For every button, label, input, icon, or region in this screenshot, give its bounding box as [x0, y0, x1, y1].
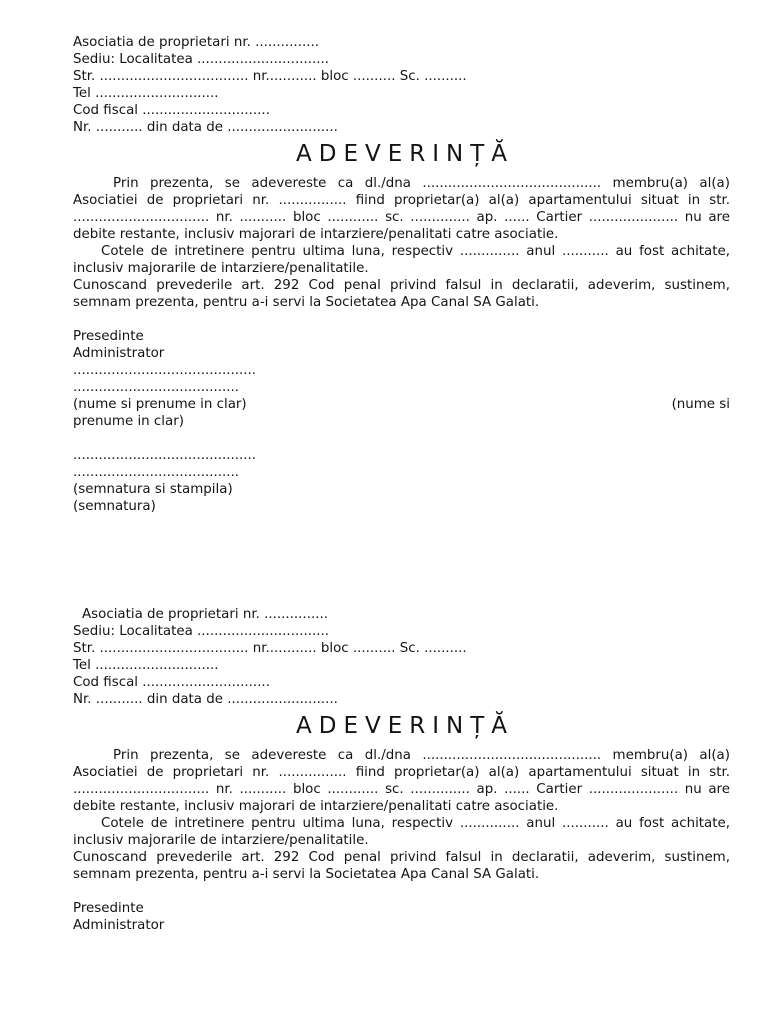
- association-line: Asociatia de proprietari nr. ...............: [82, 607, 328, 622]
- document-title: ADEVERINȚĂ: [296, 141, 514, 167]
- certificate-2: [73, 606, 730, 934]
- number-date-line: Nr. ........... din data de ..........................: [73, 692, 338, 707]
- spacer: [73, 311, 730, 328]
- certificate-1: [73, 34, 730, 515]
- tax-code-line: Cod fiscal ..............................: [73, 103, 270, 118]
- certificate-paragraph: Prin prezenta, se adevereste ca dl./dna .......................................... membru(a) al(a) Asociatiei de proprietari nr. ................ fiind proprietar(a) al(a) apartamentului situat in str. ................................ nr. ........... bloc ............ sc. .............. ap. ...... Cartier ..................... nu are debite restante, inclusiv majorari de intarziere/penalitati catre asociatie.: [73, 748, 730, 814]
- name-label-right: (nume si: [671, 397, 730, 412]
- certificate-paragraph: Prin prezenta, se adevereste ca dl./dna .......................................... membru(a) al(a) Asociatiei de proprietari nr. ................ fiind proprietar(a) al(a) apartamentului situat in str. ................................ nr. ........... bloc ............ sc. .............. ap. ...... Cartier ..................... nu are debite restante, inclusiv majorari de intarziere/penalitati catre asociatie.: [73, 176, 730, 242]
- signature-dots: .......................................: [73, 465, 240, 480]
- spacer: [73, 430, 730, 447]
- office-line: Sediu: Localitatea ...............................: [73, 624, 329, 639]
- signature-dots: ...........................................: [73, 363, 257, 378]
- signature-label: (semnatura): [73, 499, 156, 514]
- fees-paragraph: Cotele de intretinere pentru ultima luna, respectiv .............. anul ........... au fost achitate, inclusiv majorarile de intarziere/penalitatile.: [73, 244, 730, 276]
- header-block: [73, 34, 730, 136]
- name-label-row: [73, 396, 730, 413]
- name-label-left: (nume si prenume in clar): [73, 397, 247, 412]
- street-line: Str. ................................... nr............ bloc .......... Sc. ..........: [73, 641, 467, 656]
- role-president: Presedinte: [73, 329, 144, 344]
- role-administrator: Administrator: [73, 346, 165, 361]
- signature-dots: ...........................................: [73, 448, 257, 463]
- legal-paragraph: Cunoscand prevederile art. 292 Cod penal privind falsul in declaratii, adeverim, sustinem, semnam prezenta, pentru a-i servi la Societatea Apa Canal SA Galati.: [73, 850, 730, 882]
- name-label-wrap: prenume in clar): [73, 414, 184, 429]
- street-line: Str. ................................... nr............ bloc .......... Sc. ..........: [73, 69, 467, 84]
- role-administrator: Administrator: [73, 918, 165, 933]
- signature-stamp-label: (semnatura si stampila): [73, 482, 233, 497]
- legal-paragraph: Cunoscand prevederile art. 292 Cod penal privind falsul in declaratii, adeverim, sustinem, semnam prezenta, pentru a-i servi la Societatea Apa Canal SA Galati.: [73, 278, 730, 310]
- phone-line: Tel .............................: [73, 658, 219, 673]
- fees-paragraph: Cotele de intretinere pentru ultima luna, respectiv .............. anul ........... au fost achitate, inclusiv majorarile de intarziere/penalitatile.: [73, 816, 730, 848]
- signature-dots: .......................................: [73, 380, 240, 395]
- spacer: [73, 883, 730, 900]
- header-block: [73, 606, 730, 708]
- office-line: Sediu: Localitatea ...............................: [73, 52, 329, 67]
- tax-code-line: Cod fiscal ..............................: [73, 675, 270, 690]
- number-date-line: Nr. ........... din data de ..........................: [73, 120, 338, 135]
- document-title: ADEVERINȚĂ: [296, 713, 514, 739]
- association-line: Asociatia de proprietari nr. ...............: [73, 35, 319, 50]
- phone-line: Tel .............................: [73, 86, 219, 101]
- role-president: Presedinte: [73, 901, 144, 916]
